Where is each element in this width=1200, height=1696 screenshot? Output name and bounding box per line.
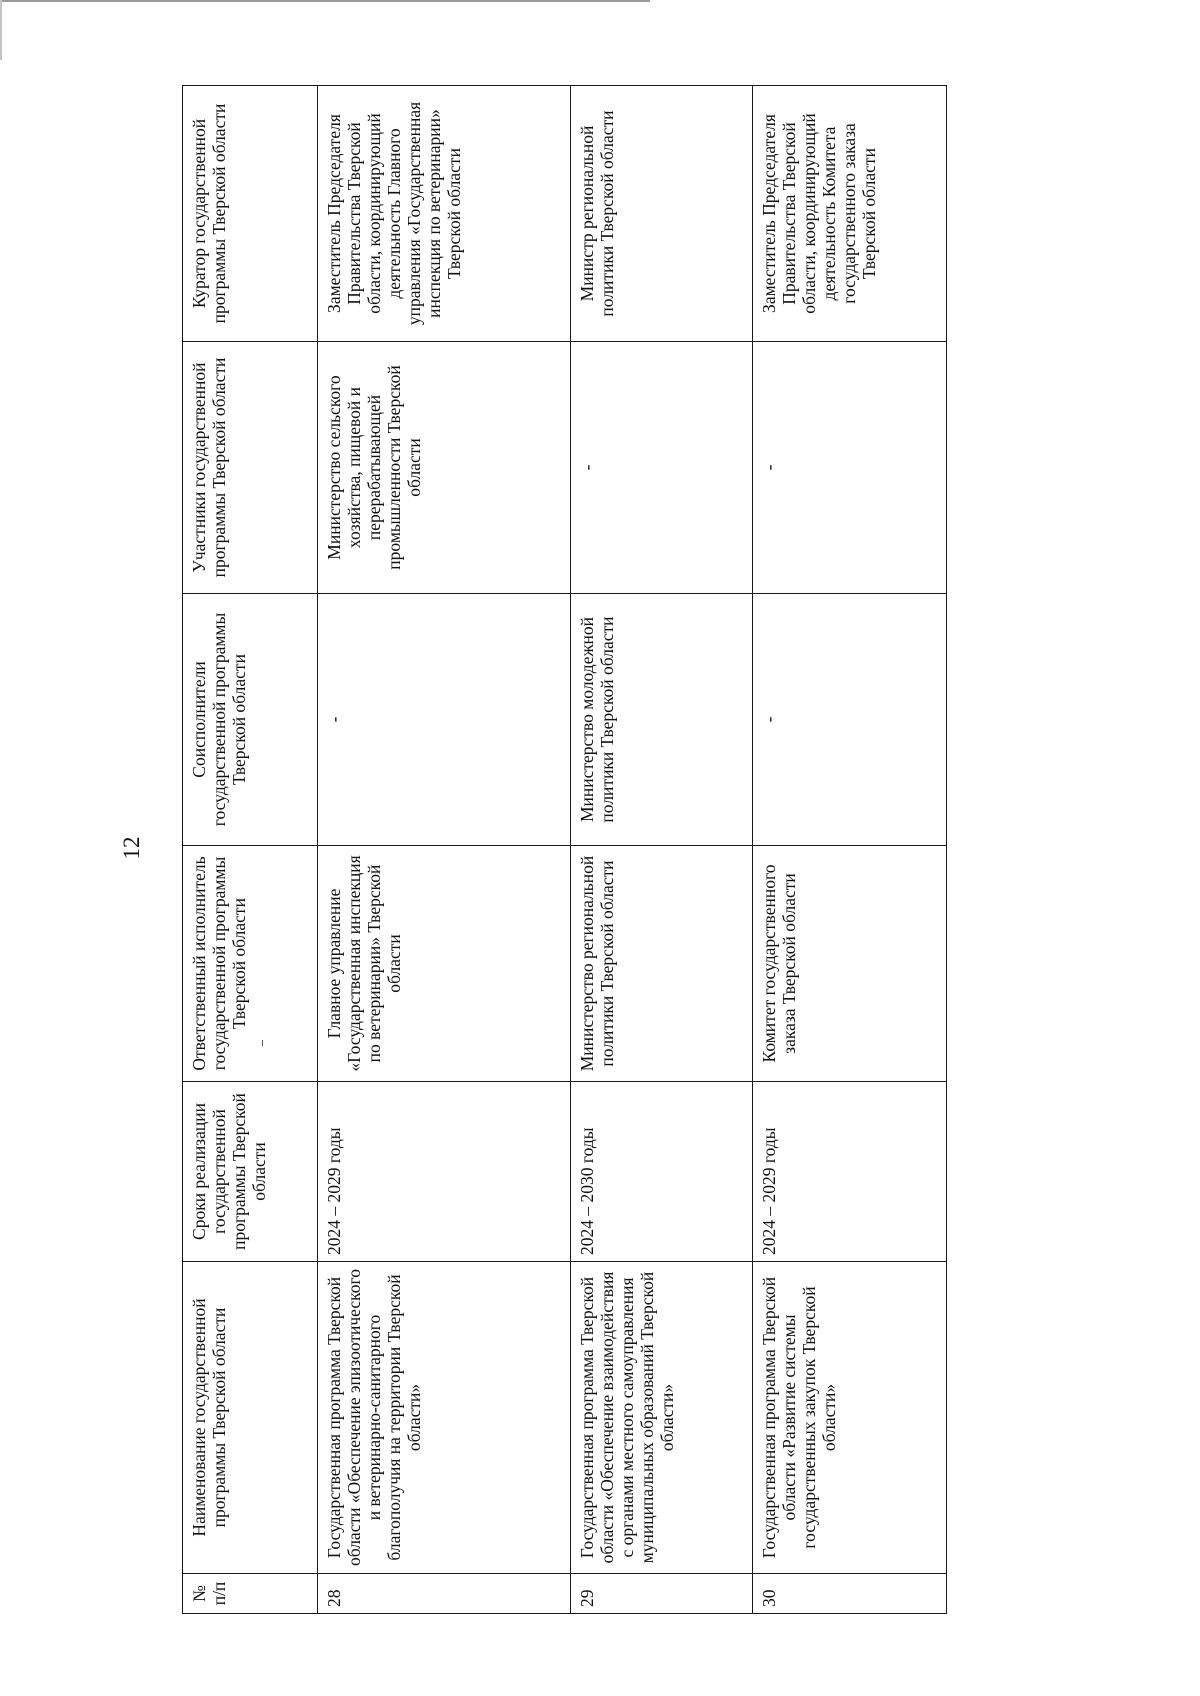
program-period: 2024 – 2030 годы: [571, 1082, 753, 1262]
coexecutors: Министерство молодежной политики Тверской области: [571, 594, 753, 846]
row-number: 30: [753, 1574, 947, 1614]
page-number: 12: [119, 836, 144, 860]
table-row: [318, 86, 571, 1614]
row-number: 28: [318, 1574, 571, 1614]
responsible-executor: Министерство региональной политики Тверской области: [571, 846, 753, 1082]
table-row: [571, 86, 753, 1614]
program-name: Государственная программа Тверской области «Обеспечение эпизоотического и ветеринарно-санитарного благополучия на территории Тверской области»: [318, 1262, 571, 1574]
table-header-row: [183, 86, 318, 1614]
rotated-table-container: [182, 86, 946, 1614]
program-period: 2024 – 2029 годы: [753, 1082, 947, 1262]
participants: -: [571, 342, 753, 594]
program-period: 2024 – 2029 годы: [318, 1082, 571, 1262]
participants: Министерство сельского хозяйства, пищевой и перерабатывающей промышленности Тверской области: [318, 342, 571, 594]
header-program-name: Наименование государственной программы Тверской области: [183, 1262, 318, 1574]
header-period: Сроки реализации государственной программы Тверской области: [183, 1082, 318, 1262]
header-participants: Участники государственной программы Тверской области: [183, 342, 318, 594]
programs-table: [182, 85, 947, 1614]
scan-edge-top: [0, 0, 650, 2]
curator: Заместитель Председателя Правительства Тверской области, координирующий деятельность Комитета государственного заказа Тверской области: [753, 86, 947, 342]
row-number: 29: [571, 1574, 753, 1614]
header-coexecutors: Соисполнители государственной программы Тверской области: [183, 594, 318, 846]
responsible-executor: Комитет государственного заказа Тверской области: [753, 846, 947, 1082]
header-number: № п/п: [183, 1574, 318, 1614]
responsible-executor: Главное управление «Государственная инспекция по ветеринарии» Тверской области: [318, 846, 571, 1082]
scan-speck: [262, 1040, 263, 1046]
coexecutors: -: [753, 594, 947, 846]
coexecutors: -: [318, 594, 571, 846]
participants: -: [753, 342, 947, 594]
scan-edge-left: [0, 0, 2, 60]
program-name: Государственная программа Тверской области «Развитие системы государственных закупок Тверской области»: [753, 1262, 947, 1574]
header-curator: Куратор государственной программы Тверской области: [183, 86, 318, 342]
program-name: Государственная программа Тверской области «Обеспечение взаимодействия с органами местного самоуправления муниципальных образований Тверской области»: [571, 1262, 753, 1574]
curator: Заместитель Председателя Правительства Тверской области, координирующий деятельность Главного управления «Государственная инспекция по ветеринарии» Тверской области: [318, 86, 571, 342]
header-responsible-executor: Ответственный исполнитель государственной программы Тверской области: [183, 846, 318, 1082]
curator: Министр региональной политики Тверской области: [571, 86, 753, 342]
table-row: [753, 86, 947, 1614]
